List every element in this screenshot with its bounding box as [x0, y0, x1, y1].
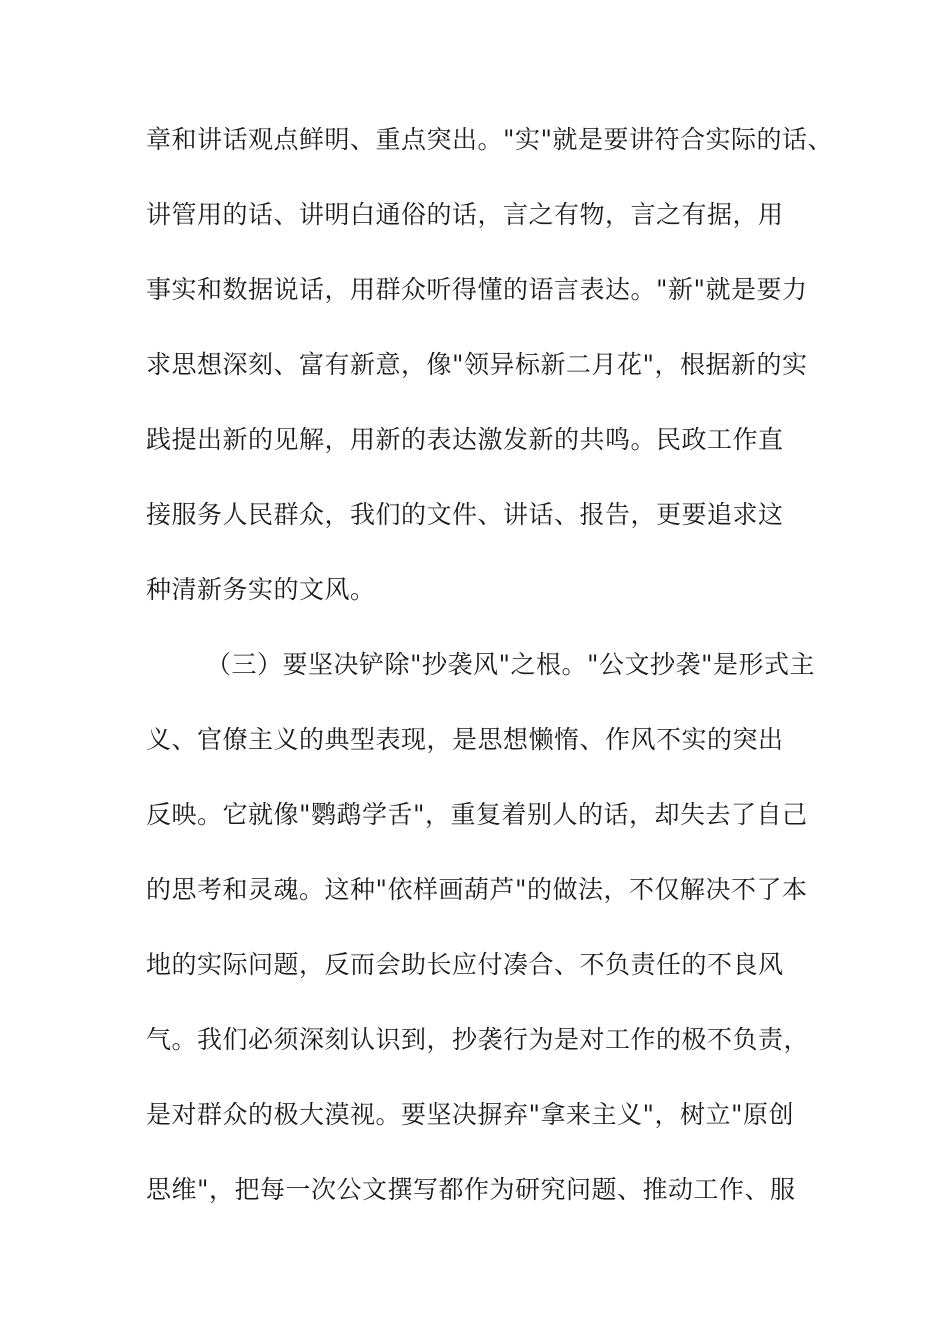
text-line: 地的实际问题，反而会助长应付凑合、不负责任的不良风 — [146, 950, 784, 979]
text-line: 反映。它就像"鹦鹉学舌"，重复着别人的话，却失去了自己 — [146, 800, 808, 829]
text-line: 践提出新的见解，用新的表达激发新的共鸣。民政工作直 — [146, 425, 784, 454]
section-heading-line: （三）要坚决铲除"抄袭风"之根。"公文抄袭"是形式主 — [206, 650, 815, 679]
text-line: 事实和数据说话，用群众听得懂的语言表达。"新"就是要力 — [146, 275, 808, 304]
text-line: 章和讲话观点鲜明、重点突出。"实"就是要讲符合实际的话、 — [146, 125, 834, 154]
text-line: 讲管用的话、讲明白通俗的话，言之有物，言之有据，用 — [146, 200, 784, 229]
text-line: 的思考和灵魂。这种"依样画葫芦"的做法，不仅解决不了本 — [146, 875, 808, 904]
text-line: 是对群众的极大漠视。要坚决摒弃"拿来主义"，树立"原创 — [146, 1100, 794, 1129]
text-line: 气。我们必须深刻认识到，抄袭行为是对工作的极不负责， — [146, 1025, 810, 1054]
text-line: 思维"，把每一次公文撰写都作为研究问题、推动工作、服 — [146, 1175, 796, 1204]
text-line: 接服务人民群众，我们的文件、讲话、报告，更要追求这 — [146, 500, 784, 529]
text-line: 种清新务实的文风。 — [146, 575, 376, 604]
text-line: 义、官僚主义的典型表现，是思想懒惰、作风不实的突出 — [146, 725, 784, 754]
text-line: 求思想深刻、富有新意，像"领异标新二月花"，根据新的实 — [146, 350, 808, 379]
